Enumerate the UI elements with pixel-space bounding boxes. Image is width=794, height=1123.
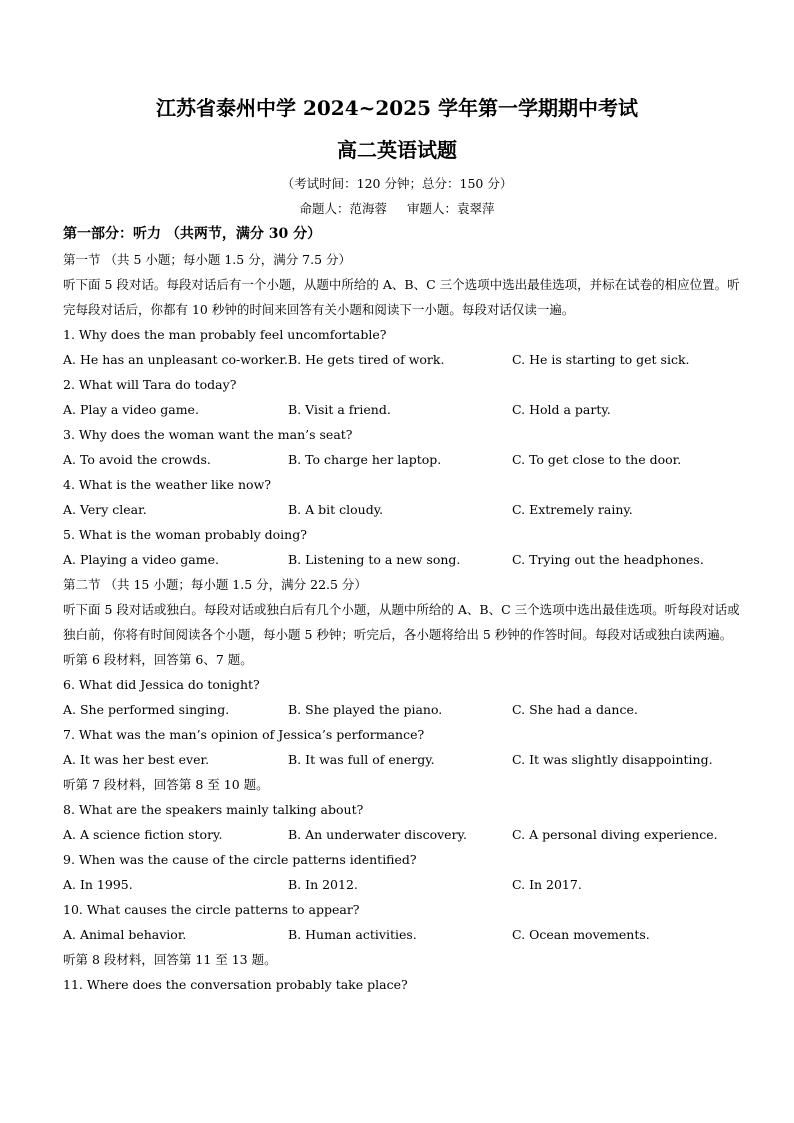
question: 11. Where does the conversation probably take place? (63, 977, 408, 992)
option-c: C. Ocean movements. (512, 927, 650, 942)
section1-instructions: 听下面 5 段对话。每段对话后有一个小题，从题中所给的 A、B、C 三个选项中选出最佳选项，并标在试卷的相应位置。听完每段对话后，你都有 10 秒钟的时间来回答有关小题和阅读下一小题。每段对话仅读一遍。 (63, 277, 740, 317)
option-c: C. He is starting to get sick. (512, 352, 690, 367)
option-b: B. Listening to a new song. (288, 552, 461, 567)
option-c: C. A personal diving experience. (512, 827, 718, 842)
option-a: A. Animal behavior. (63, 927, 187, 942)
section2-heading: 第二节 （共 15 小题；每小题 1.5 分，满分 22.5 分） (63, 577, 367, 592)
option-c: C. To get close to the door. (512, 452, 682, 467)
option-a: A. Very clear. (63, 502, 147, 517)
option-b: B. It was full of energy. (288, 752, 435, 767)
option-b: B. In 2012. (288, 877, 358, 892)
answer-options (63, 872, 743, 897)
answer-options (63, 747, 743, 772)
question: 9. When was the cause of the circle patterns identified? (63, 852, 417, 867)
option-c: C. Extremely rainy. (512, 502, 633, 517)
question: 4. What is the weather like now? (63, 477, 271, 492)
answer-options (63, 922, 743, 947)
option-b: B. Human activities. (288, 927, 417, 942)
question: 2. What will Tara do today? (63, 377, 237, 392)
answer-options (63, 497, 743, 522)
option-c: C. It was slightly disappointing. (512, 752, 713, 767)
option-b: B. To charge her laptop. (288, 452, 442, 467)
answer-options (63, 397, 743, 422)
option-a: A. He has an unpleasant co-worker. (63, 352, 288, 367)
option-c: C. Hold a party. (512, 402, 611, 417)
reviewer: 审题人：袁翠萍 (407, 201, 495, 216)
question: 6. What did Jessica do tonight? (63, 677, 260, 692)
option-a: A. To avoid the crowds. (63, 452, 211, 467)
exam-title: 江苏省泰州中学 2024~2025 学年第一学期期中考试 (155, 96, 638, 120)
material-note: 听第 8 段材料，回答第 11 至 13 题。 (63, 952, 277, 967)
option-a: A. Playing a video game. (63, 552, 219, 567)
option-b: B. A bit cloudy. (288, 502, 384, 517)
exam-authors (0, 200, 794, 218)
option-c: C. She had a dance. (512, 702, 638, 717)
section2-instructions: 听下面 5 段对话或独白。每段对话或独白后有几个小题，从题中所给的 A、B、C 三个选项中选出最佳选项。听每段对话或独白前，你将有时间阅读各个小题，每小题 5 秒钟；听完后，各小题将给出 5 秒钟的作答时间。每段对话或独白读两遍。 (63, 602, 740, 642)
material-note: 听第 6 段材料，回答第 6、7 题。 (63, 652, 253, 667)
question: 7. What was the man’s opinion of Jessica’s performance? (63, 727, 425, 742)
question: 1. Why does the man probably feel uncomfortable? (63, 327, 387, 342)
question: 3. Why does the woman want the man’s seat? (63, 427, 353, 442)
part1-heading: 第一部分：听力 （共两节，满分 30 分） (63, 226, 322, 242)
question: 10. What causes the circle patterns to appear? (63, 902, 360, 917)
exam-body (63, 222, 743, 997)
answer-options (63, 347, 743, 372)
option-c: C. Trying out the headphones. (512, 552, 704, 567)
answer-options (63, 547, 743, 572)
option-a: A. In 1995. (63, 877, 133, 892)
answer-options (63, 697, 743, 722)
question: 5. What is the woman probably doing? (63, 527, 307, 542)
option-c: C. In 2017. (512, 877, 582, 892)
option-a: A. It was her best ever. (63, 752, 210, 767)
exam-subtitle: 高二英语试题 (337, 138, 457, 162)
answer-options (63, 822, 743, 847)
answer-options (63, 447, 743, 472)
setter: 命题人：范海蓉 (299, 201, 387, 216)
option-a: A. Play a video game. (63, 402, 199, 417)
option-b: B. He gets tired of work. (288, 352, 445, 367)
option-b: B. Visit a friend. (288, 402, 391, 417)
option-b: B. An underwater discovery. (288, 827, 467, 842)
exam-info: （考试时间：120 分钟；总分：150 分） (281, 176, 513, 191)
option-a: A. She performed singing. (63, 702, 230, 717)
material-note: 听第 7 段材料，回答第 8 至 10 题。 (63, 777, 269, 792)
option-a: A. A science fiction story. (63, 827, 223, 842)
option-b: B. She played the piano. (288, 702, 443, 717)
section1-heading: 第一节 （共 5 小题；每小题 1.5 分，满分 7.5 分） (63, 252, 352, 267)
question: 8. What are the speakers mainly talking about? (63, 802, 364, 817)
